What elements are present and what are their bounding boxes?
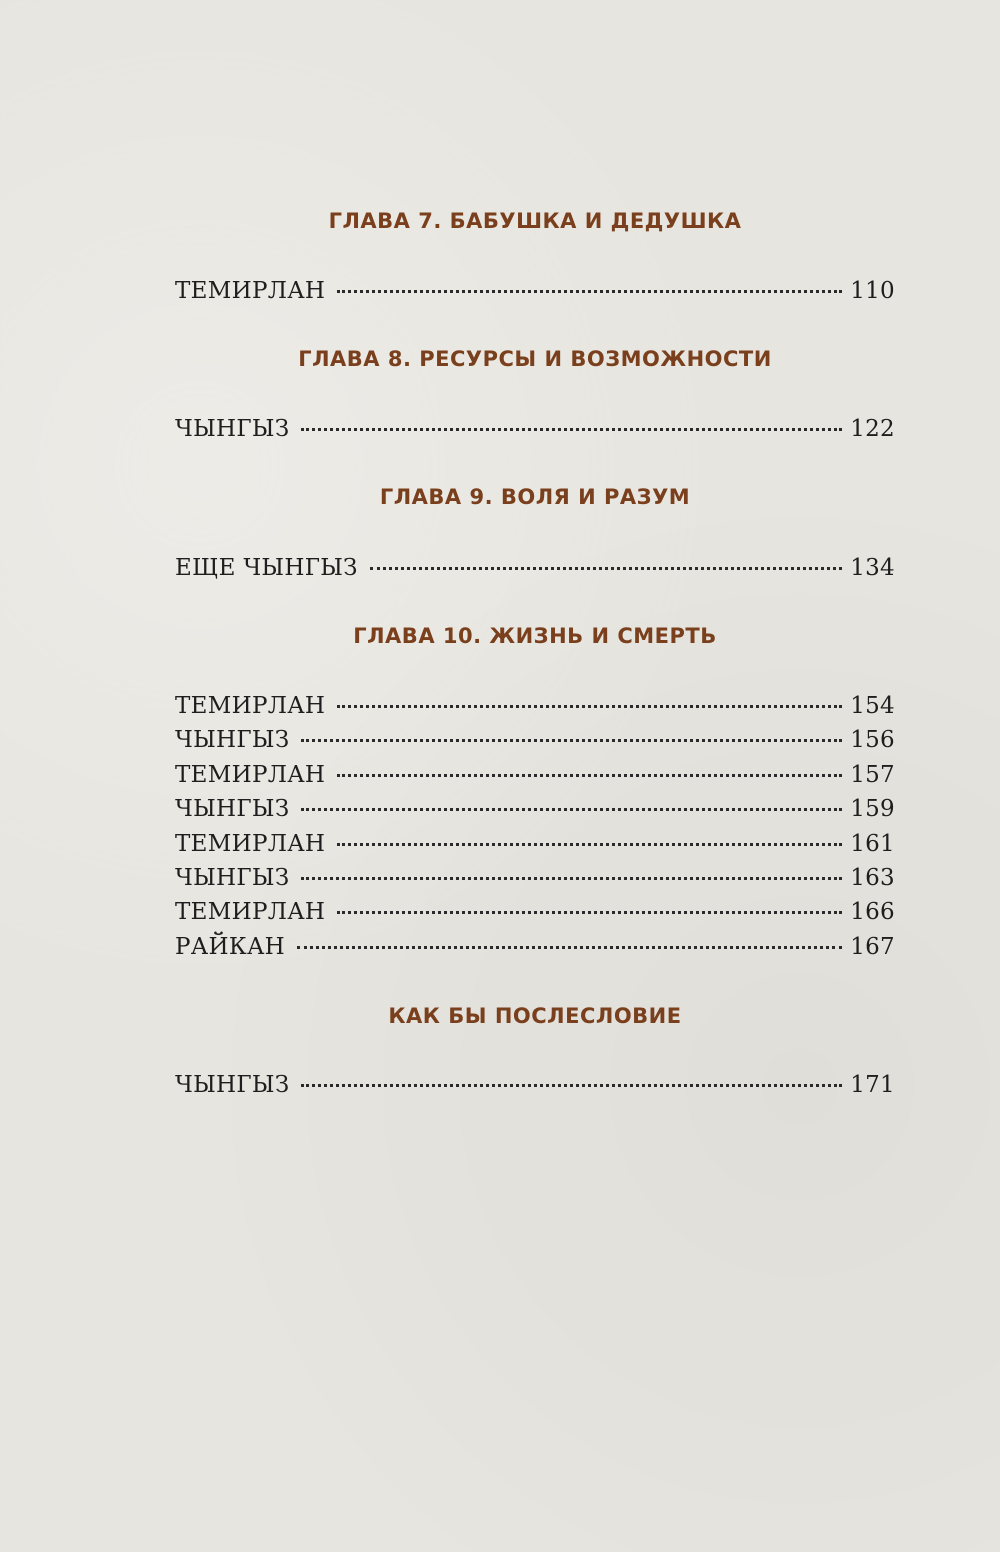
toc-entry-title: ТЕМИРЛАН	[175, 899, 326, 925]
dot-leader	[337, 705, 842, 708]
toc-entry[interactable]	[175, 412, 895, 446]
toc-entry-page-number: 134	[850, 555, 895, 581]
toc-entry[interactable]	[175, 827, 895, 861]
toc-entry[interactable]	[175, 551, 895, 585]
toc-entry[interactable]	[175, 792, 895, 826]
dot-leader	[337, 774, 842, 777]
toc-entry-page-number: 156	[850, 727, 895, 753]
toc-entry-title: ЕЩЕ ЧЫНГЫЗ	[175, 555, 358, 581]
dot-leader	[297, 946, 842, 949]
toc-entry-title: ЧЫНГЫЗ	[175, 865, 290, 891]
toc-entry-title: ЧЫНГЫЗ	[175, 796, 290, 822]
toc-entry-page-number: 110	[850, 278, 895, 304]
dot-leader	[301, 877, 842, 880]
toc-entry[interactable]	[175, 895, 895, 929]
toc-entry[interactable]	[175, 861, 895, 895]
toc-entry-page-number: 163	[850, 865, 895, 891]
dot-leader	[337, 843, 842, 846]
toc-entry-title: ТЕМИРЛАН	[175, 762, 326, 788]
toc-entry-page-number: 167	[850, 934, 895, 960]
toc-entry-page-number: 161	[850, 831, 895, 857]
dot-leader	[301, 1084, 842, 1087]
toc-entry[interactable]	[175, 758, 895, 792]
dot-leader	[370, 567, 842, 570]
dot-leader	[337, 290, 842, 293]
afterword-heading: КАК БЫ ПОСЛЕСЛОВИЕ	[388, 1004, 682, 1028]
toc-entry-title: ТЕМИРЛАН	[175, 278, 326, 304]
dot-leader	[301, 428, 842, 431]
toc-entry[interactable]	[175, 274, 895, 308]
toc-entry-page-number: 122	[850, 416, 895, 442]
chapter-heading-10: ГЛАВА 10. ЖИЗНЬ И СМЕРТЬ	[353, 624, 717, 648]
chapter-heading-7: ГЛАВА 7. БАБУШКА И ДЕДУШКА	[328, 209, 742, 233]
toc-entry-title: ТЕМИРЛАН	[175, 693, 326, 719]
dot-leader	[301, 808, 842, 811]
toc-entry-page-number: 159	[850, 796, 895, 822]
toc-entry-page-number: 171	[850, 1072, 895, 1098]
toc-entry[interactable]	[175, 723, 895, 757]
toc-entry-title: ЧЫНГЫЗ	[175, 727, 290, 753]
toc-entry[interactable]	[175, 1068, 895, 1102]
toc-entry-title: ЧЫНГЫЗ	[175, 1072, 290, 1098]
toc-entry[interactable]	[175, 689, 895, 723]
dot-leader	[301, 739, 842, 742]
toc-entry[interactable]	[175, 930, 895, 964]
toc-entry-page-number: 157	[850, 762, 895, 788]
chapter-heading-8: ГЛАВА 8. РЕСУРСЫ И ВОЗМОЖНОСТИ	[298, 347, 772, 371]
dot-leader	[337, 911, 842, 914]
chapter-heading-9: ГЛАВА 9. ВОЛЯ И РАЗУМ	[379, 485, 691, 509]
toc-entry-title: РАЙКАН	[175, 934, 286, 960]
toc-entry-page-number: 154	[850, 693, 895, 719]
toc-entry-title: ТЕМИРЛАН	[175, 831, 326, 857]
toc-entry-page-number: 166	[850, 899, 895, 925]
toc-entry-title: ЧЫНГЫЗ	[175, 416, 290, 442]
